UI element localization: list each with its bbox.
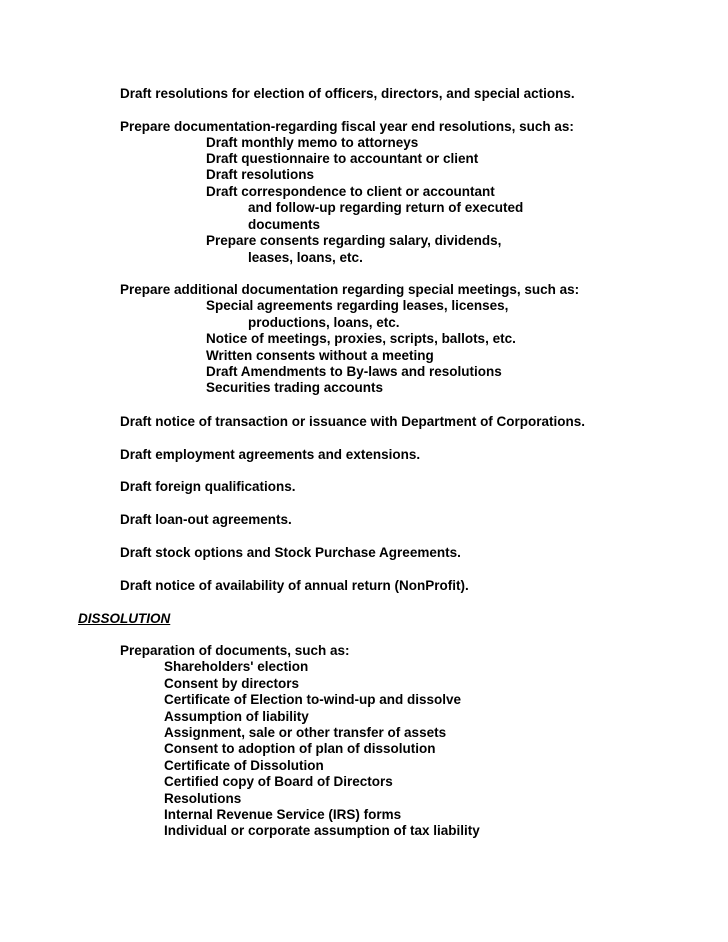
item-dept-corporations: Draft notice of transaction or issuance with Department of Corporations.: [120, 414, 586, 429]
dissolution-sub-item: Certified copy of Board of Directors: [164, 774, 393, 789]
item-employment-agreements: Draft employment agreements and extensions.: [120, 447, 421, 462]
dissolution-sub-item: Shareholders' election: [164, 659, 309, 674]
sub-item-continuation: documents: [248, 217, 321, 232]
sub-item: Prepare consents regarding salary, dividends,: [206, 233, 502, 248]
item-fiscal-year-intro: Prepare documentation-regarding fiscal year end resolutions, such as:: [120, 119, 574, 134]
dissolution-intro: Preparation of documents, such as:: [120, 643, 350, 658]
sub-item: Draft resolutions: [206, 167, 315, 182]
sub-item-continuation: productions, loans, etc.: [248, 315, 400, 330]
item-stock-options: Draft stock options and Stock Purchase Agreements.: [120, 545, 461, 560]
dissolution-sub-item: Consent by directors: [164, 676, 300, 691]
sub-item: Special agreements regarding leases, licenses,: [206, 298, 509, 313]
item-loan-out-agreements: Draft loan-out agreements.: [120, 512, 292, 527]
dissolution-sub-item: Resolutions: [164, 791, 242, 806]
sub-item: Draft Amendments to By-laws and resolutions: [206, 364, 502, 379]
dissolution-sub-item: Assignment, sale or other transfer of assets: [164, 725, 447, 740]
sub-item: Notice of meetings, proxies, scripts, ballots, etc.: [206, 331, 516, 346]
sub-item-continuation: and follow-up regarding return of executed: [248, 200, 524, 215]
sub-item: Securities trading accounts: [206, 380, 384, 395]
dissolution-sub-item: Assumption of liability: [164, 709, 309, 724]
sub-item: Draft questionnaire to accountant or client: [206, 151, 479, 166]
dissolution-sub-item: Individual or corporate assumption of tax liability: [164, 823, 480, 838]
item-foreign-qualifications: Draft foreign qualifications.: [120, 479, 296, 494]
item-election-resolutions: Draft resolutions for election of officers, directors, and special actions.: [120, 86, 575, 101]
sub-item-continuation: leases, loans, etc.: [248, 250, 363, 265]
dissolution-sub-item: Internal Revenue Service (IRS) forms: [164, 807, 402, 822]
dissolution-sub-item: Certificate of Dissolution: [164, 758, 324, 773]
dissolution-sub-item: Consent to adoption of plan of dissolution: [164, 741, 436, 756]
item-annual-return: Draft notice of availability of annual return (NonProfit).: [120, 578, 469, 593]
sub-item: Written consents without a meeting: [206, 348, 434, 363]
section-heading-dissolution: DISSOLUTION: [78, 611, 171, 626]
item-special-meetings-intro: Prepare additional documentation regarding special meetings, such as:: [120, 282, 580, 297]
sub-item: Draft monthly memo to attorneys: [206, 135, 419, 150]
dissolution-sub-item: Certificate of Election to-wind-up and dissolve: [164, 692, 462, 707]
sub-item: Draft correspondence to client or accountant: [206, 184, 495, 199]
